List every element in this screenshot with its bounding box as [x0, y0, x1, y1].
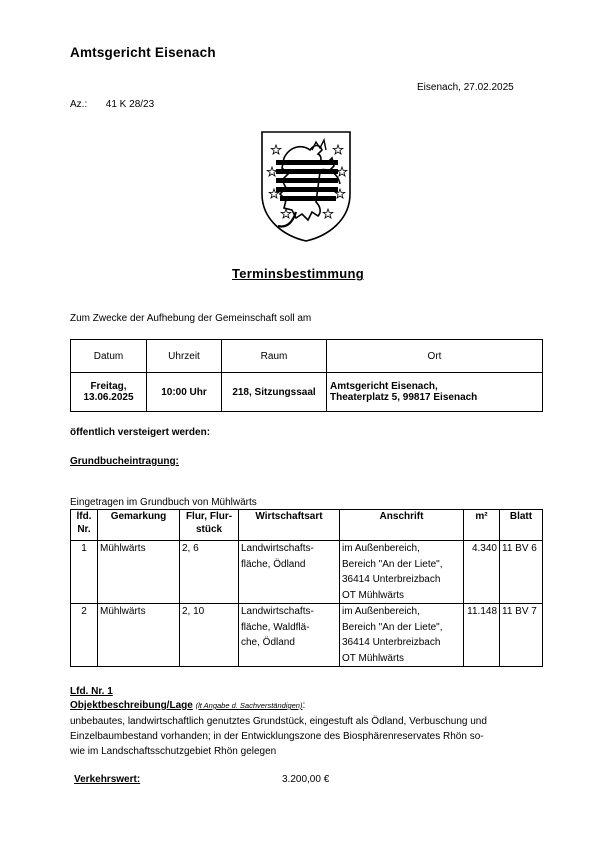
market-value-amount: 3.200,00 € — [282, 774, 330, 785]
place-date: Eisenach, 27.02.2025 — [417, 82, 514, 93]
appointment-weekday: Freitag, — [90, 381, 127, 392]
row-wirt-line: che, Ödland — [241, 637, 295, 648]
header-m2: m² — [464, 510, 500, 541]
appointment-table — [70, 339, 543, 412]
object-description-label — [70, 700, 305, 711]
header-flur — [180, 510, 239, 541]
intro-text: Zum Zwecke der Aufhebung der Gemeinschaft soll am — [70, 313, 312, 324]
row-wirt-line: fläche, Ödland — [241, 558, 306, 570]
object-description-colon: : — [302, 700, 306, 711]
header-lfd-nr — [71, 510, 98, 541]
description-line: wie im Landschaftsschutzgebiet Rhön gelegen — [70, 746, 277, 757]
row-anschrift-line: im Außenbereich, — [342, 543, 420, 554]
object-description-note: (lt Angabe d. Sachverständigen) — [195, 701, 303, 710]
court-name: Amtsgericht Eisenach — [70, 45, 216, 60]
row-anschrift — [340, 604, 464, 667]
row-gemarkung: Mühlwärts — [98, 604, 180, 667]
document-heading: Terminsbestimmung — [232, 266, 364, 281]
row-wirt-line: Landwirtschafts- — [241, 543, 314, 554]
header-wirtschaftsart: Wirtschaftsart — [239, 510, 340, 541]
row-blatt: 11 BV 7 — [500, 604, 543, 667]
header-flur-line1: Flur, Flur- — [185, 511, 233, 522]
header-flur-line2: stück — [195, 524, 223, 535]
row-anschrift-line: Bereich "An der Liete", — [342, 558, 443, 570]
land-register-table — [70, 509, 543, 667]
header-raum: Raum — [222, 340, 327, 373]
row-anschrift-line: 36414 Unterbreizbach — [342, 637, 441, 648]
header-nr: Nr. — [77, 524, 91, 535]
row-nr: 1 — [71, 541, 98, 604]
land-register-note: Eingetragen im Grundbuch von Mühlwärts — [70, 497, 257, 508]
header-blatt: Blatt — [500, 510, 543, 541]
row-blatt: 11 BV 6 — [500, 541, 543, 604]
row-anschrift — [340, 541, 464, 604]
header-datum: Datum — [71, 340, 147, 373]
row-nr: 2 — [71, 604, 98, 667]
row-flur: 2, 10 — [180, 604, 239, 667]
auction-statement: öffentlich versteigert werden: — [70, 427, 211, 438]
appointment-location-line1: Amtsgericht Eisenach, — [330, 381, 438, 392]
market-value-label: Verkehrswert: — [74, 774, 141, 785]
appointment-table-header — [71, 340, 543, 373]
appointment-table-row — [71, 373, 543, 412]
object-description-text — [70, 714, 540, 759]
appointment-room: 218, Sitzungssaal — [222, 373, 327, 412]
table-row — [71, 541, 543, 604]
header-gemarkung: Gemarkung — [98, 510, 180, 541]
header-uhrzeit: Uhrzeit — [147, 340, 222, 373]
row-wirt-line: fläche, Waldflä- — [241, 621, 310, 633]
appointment-location-line2: Theaterplatz 5, 99817 Eisenach — [330, 392, 478, 403]
row-anschrift-line: im Außenbereich, — [342, 606, 420, 617]
row-wirtschaftsart — [239, 604, 340, 667]
row-anschrift-line: Bereich "An der Liete", — [342, 621, 443, 633]
row-anschrift-line: 36414 Unterbreizbach — [342, 574, 441, 585]
table-row — [71, 604, 543, 667]
row-wirtschaftsart — [239, 541, 340, 604]
land-register-header — [71, 510, 543, 541]
appointment-location — [327, 373, 543, 412]
row-m2: 4.340 — [464, 541, 500, 604]
row-m2: 11.148 — [464, 604, 500, 667]
row-anschrift-line: OT Mühlwärts — [342, 589, 405, 601]
header-lfd: lfd. — [76, 511, 92, 522]
row-flur: 2, 6 — [180, 541, 239, 604]
file-number-value: 41 K 28/23 — [105, 99, 155, 110]
appointment-time: 10:00 Uhr — [147, 373, 222, 412]
description-line: unbebautes, landwirtschaftlich genutztes Grundstück, eingestuft als Ödland, Verbuschung und — [70, 716, 487, 727]
appointment-date-value: 13.06.2025 — [83, 392, 134, 403]
appointment-date — [71, 373, 147, 412]
header-anschrift: Anschrift — [340, 510, 464, 541]
lfd-nr-heading: Lfd. Nr. 1 — [70, 686, 113, 697]
file-number-label: Az.: — [70, 99, 88, 110]
thuringia-coat-of-arms-icon — [256, 128, 356, 244]
header-ort: Ort — [327, 340, 543, 373]
row-wirt-line: Landwirtschafts- — [241, 606, 314, 617]
description-line: Einzelbaumbestand vorhanden; in der Entwicklungszone des Biosphärenreservates Rhön so- — [70, 731, 484, 742]
row-gemarkung: Mühlwärts — [98, 541, 180, 604]
file-number — [70, 99, 154, 110]
land-register-heading: Grundbucheintragung: — [70, 456, 179, 467]
row-anschrift-line: OT Mühlwärts — [342, 652, 405, 664]
object-description-title: Objektbeschreibung/Lage — [70, 700, 193, 711]
